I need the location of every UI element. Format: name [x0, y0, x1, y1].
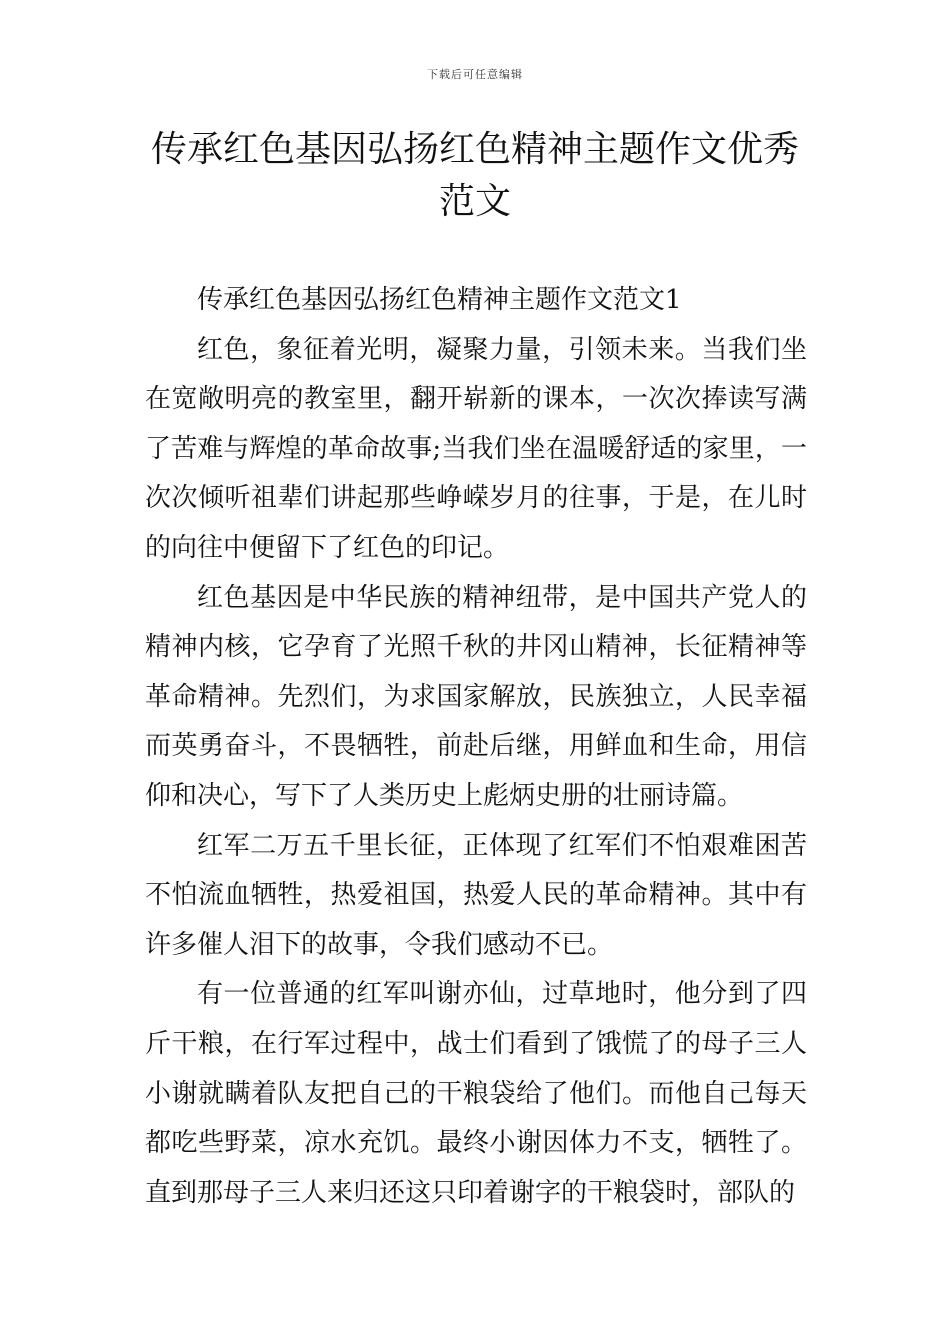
- section-subtitle: 传承红色基因弘扬红色精神主题作文范文1: [197, 285, 682, 315]
- body-paragraph: 有一位普通的红军叫谢亦仙，过草地时，他分到了四斤干粮，在行军过程中，战士们看到了饿慌了的母子三人小谢就瞒着队友把自己的干粮袋给了他们。而他自己每天都吃些野菜，凉水充饥。最终小谢因体力不支，牺牲了。直到那母子三人来归还这只印着谢字的干粮袋时，部队的: [145, 979, 807, 1208]
- header-note: 下载后可任意编辑: [427, 68, 523, 81]
- document-body: [145, 276, 807, 1218]
- body-paragraph: 红军二万五千里长征，正体现了红军们不怕艰难困苦不怕流血牺牲，热爱祖国，热爱人民的革命精神。其中有许多催人泪下的故事，令我们感动不已。: [145, 830, 807, 960]
- body-paragraph: 红色基因是中华民族的精神纽带，是中国共产党人的精神内核，它孕育了光照千秋的井冈山精神，长征精神等革命精神。先烈们，为求国家解放，民族独立，人民幸福而英勇奋斗，不畏牺牲，前赴后继，用鲜血和生命，用信仰和决心，写下了人类历史上彪炳史册的壮丽诗篇。: [145, 582, 807, 811]
- document-title: 传承红色基因弘扬红色精神主题作文优秀范文: [150, 129, 799, 222]
- body-paragraph: 红色，象征着光明，凝聚力量，引领未来。当我们坐在宽敞明亮的教室里，翻开崭新的课本，一次次捧读写满了苦难与辉煌的革命故事;当我们坐在温暖舒适的家里，一次次倾听祖辈们讲起那些峥嵘岁月的往事，于是，在儿时的向往中便留下了红色的印记。: [145, 334, 807, 563]
